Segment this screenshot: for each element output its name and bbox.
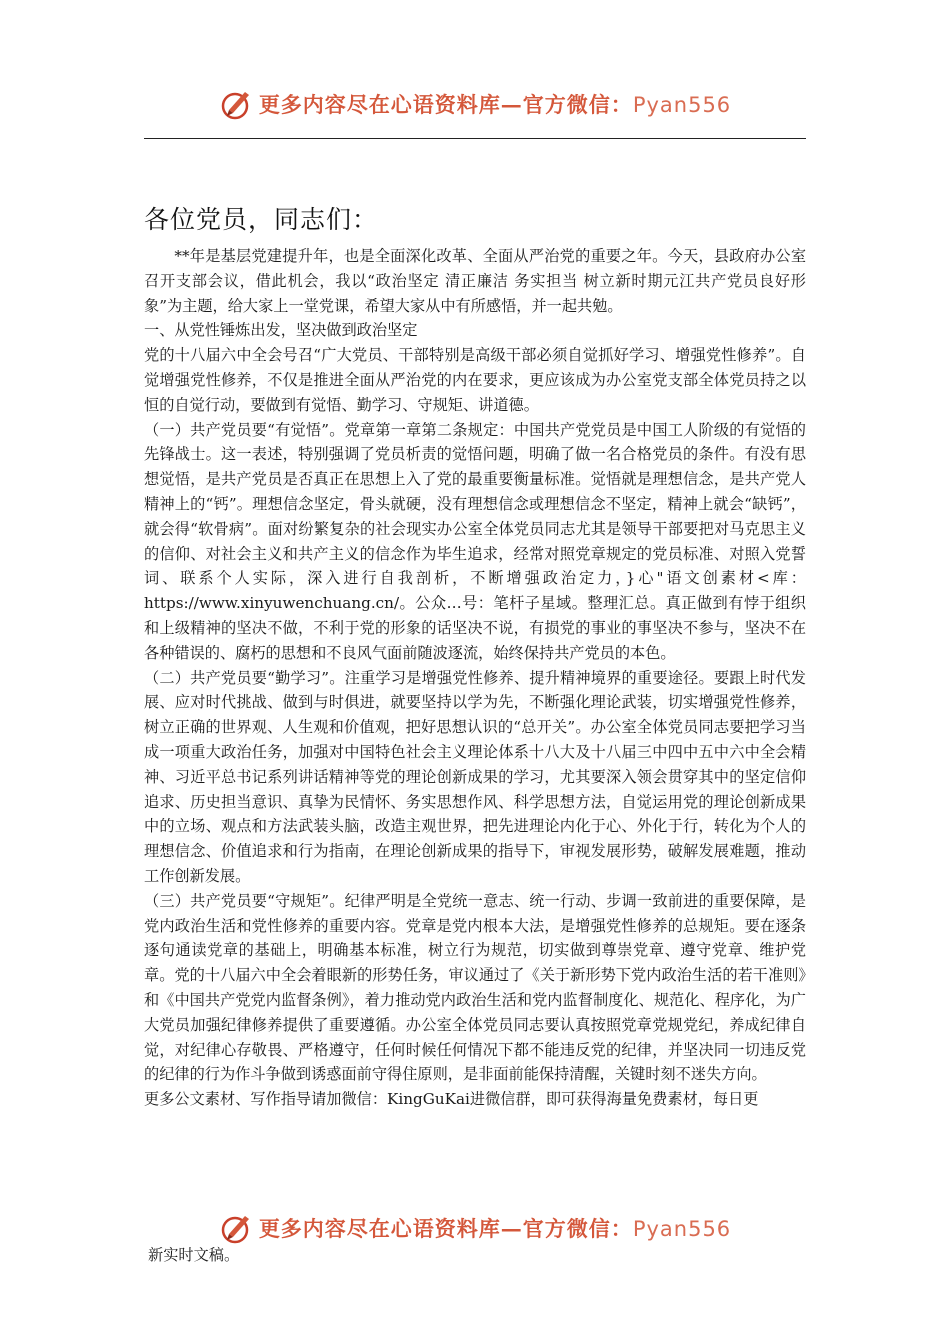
paragraph-awareness: （一）共产党员要“有觉悟”。党章第一章第二条规定：中国共产党党员是中国工人阶级的有觉悟的先锋战士。这一表述，特别强调了党员析责的觉悟问题，明确了做一名合格党员的条件。有没有思想觉悟，是共产党员是否真正在思想上入了党的最重要衡量标准。觉悟就是理想信念，是共产党人精神上的“钙”。理想信念坚定，骨头就硬，没有理想信念或理想信念不坚定，精神上就会“缺钙”，就会得“软骨病”。面对纷繁复杂的社会现实办公室全体党员同志尤其是领导干部要把对马克思主义的信仰、对社会主义和共产主义的信念作为毕生追求，经常对照党章规定的党员标准、对照入党誓词、联系个人实际，深入进行自我剖析，不断增强政治定力，}心"语文创素材<库：https://www.xinyuwenchuang.cn/。公众…号：笔杆子星域。整理汇总。真正做到有悖于组织和上级精神的坚决不做，不利于党的形象的话坚决不说，有损党的事业的事坚决不参与，坚决不在各种错误的、腐朽的思想和不良风气面前随波逐流，始终保持共产党员的本色。 bbox=[144, 420, 806, 662]
paragraph-intro: **年是基层党建提升年，也是全面深化改革、全面从严治党的重要之年。今天，县政府办公室召开支部会议，借此机会，我以“政治坚定 清正廉洁 务实担当 树立新时期元江共产党员良好形象”为主题，给大家上一堂党课，希望大家从中有所感悟，并一起共勉。 bbox=[144, 247, 806, 315]
paragraph-section-1-intro: 党的十八届六中全会号召“广大党员、干部特别是高级干部必须自觉抓好学习、增强党性修养”。自觉增强党性修养，不仅是推进全面从严治党的内在要求，更应该成为办公室党支部全体党员持之以恒的自觉行动，要做到有觉悟、勤学习、守规矩、讲道德。 bbox=[144, 346, 806, 414]
footer-banner bbox=[0, 1208, 950, 1248]
header-divider bbox=[144, 138, 806, 139]
paragraph-rules: （三）共产党员要“守规矩”。纪律严明是全党统一意志、统一行动、步调一致前进的重要保障，是党内政治生活和党性修养的重要内容。党章是党内根本大法，是增强党性修养的总规矩。要在逐条逐句通读党章的基础上，明确基本标准，树立行为规范，切实做到尊崇党章、遵守党章、维护党章。党的十八届六中全会着眼新的形势任务，审议通过了《关于新形势下党内政治生活的若干准则》和《中国共产党党内监督条例》，着力推动党内政治生活和党内监督制度化、规范化、程序化，为广大党员加强纪律修养提供了重要遵循。办公室全体党员同志要认真按照党章党规党纪，养成纪律自觉，对纪律心存敬畏、严格遵守，任何时候任何情况下都不能违反党的纪律，并坚决同一切违反党的纪律的行为作斗争做到诱惑面前守得住原则，是非面前能保持清醒，关键时刻不迷失方向。 bbox=[144, 891, 806, 1084]
paragraph-promo: 更多公文素材、写作指导请加微信：KingGuKai进微信群，即可获得海量免费素材，每日更 bbox=[144, 1090, 759, 1109]
paragraph-study: （二）共产党员要“勤学习”。注重学习是增强党性修养、提升精神境界的重要途径。要跟上时代发展、应对时代挑战、做到与时俱进，就要坚持以学为先，不断强化理论武装，切实增强党性修养，树立正确的世界观、人生观和价值观，把好思想认识的“总开关”。办公室全体党员同志要把学习当成一项重大政治任务，加强对中国特色社会主义理论体系十八大及十八届三中四中五中六中全会精神、习近平总书记系列讲话精神等党的理论创新成果的学习，尤其要深入领会贯穿其中的坚定信仰追求、历史担当意识、真挚为民情怀、务实思想作风、科学思想方法，自觉运用党的理论创新成果中的立场、观点和方法武装头脑，改造主观世界，把先进理论内化于心、外化于行，转化为个人的理想信念、价值追求和行为指南，在理论创新成果的指导下，审视发展形势，破解发展难题，推动工作创新发展。 bbox=[144, 668, 806, 885]
banner-text: 更多内容尽在心语资料库—官方微信：Pyan556 bbox=[258, 92, 732, 117]
section-heading-1: 一、从党性锤炼出发，坚决做到政治坚定 bbox=[144, 321, 418, 340]
banner-text: 更多内容尽在心语资料库—官方微信：Pyan556 bbox=[258, 1216, 732, 1241]
salutation: 各位党员，同志们： bbox=[144, 205, 379, 234]
continuation-text: 新实时文稿。 bbox=[148, 1246, 240, 1264]
pen-circle-logo-icon bbox=[219, 1210, 255, 1246]
header-banner bbox=[0, 84, 950, 124]
pen-circle-logo-icon bbox=[219, 86, 255, 122]
document-body bbox=[144, 244, 806, 1112]
